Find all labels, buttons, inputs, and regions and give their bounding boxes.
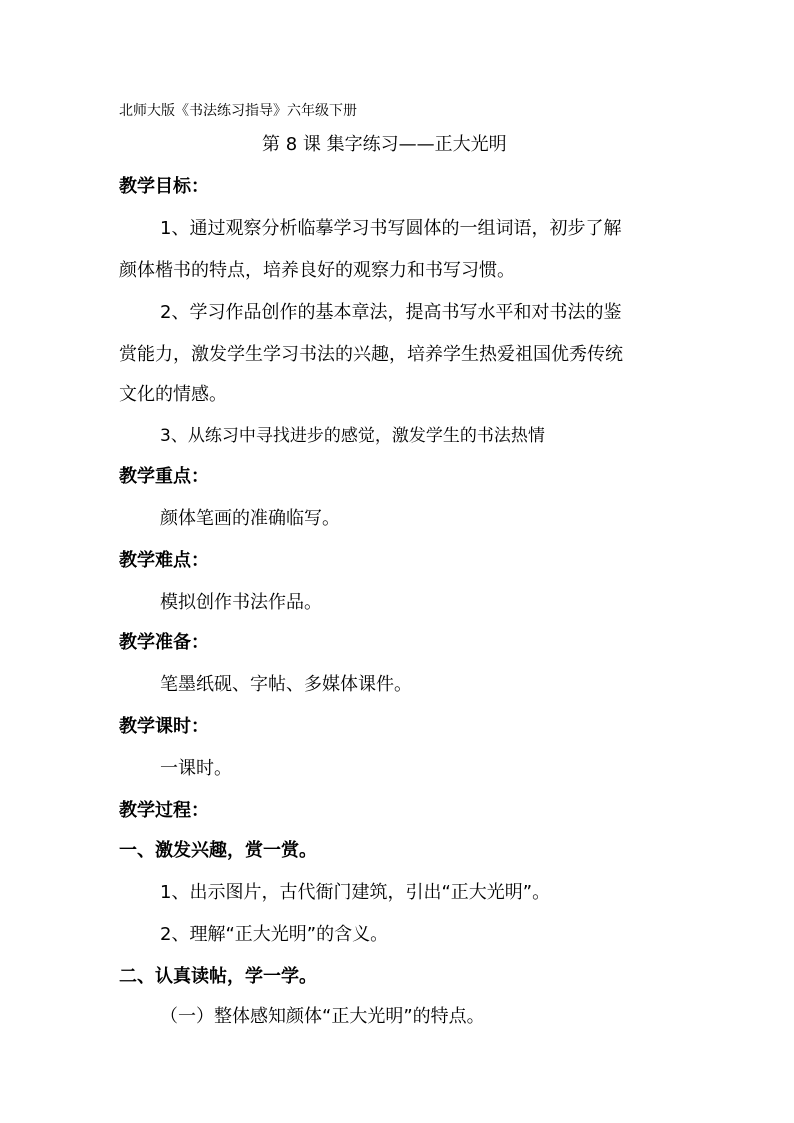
process-section-1-item-2: 2、理解“正大光明”的含义。: [160, 924, 389, 945]
class-hours-heading: 教学课时：: [119, 716, 209, 737]
lesson-title: 第 8 课 集字练习——正大光明: [262, 134, 507, 155]
process-section-1: 一、激发兴趣，赏一赏。: [119, 840, 317, 861]
difficulties-heading: 教学难点：: [119, 550, 209, 571]
objective-1-line-2: 颜体楷书的特点，培养良好的观察力和书写习惯。: [119, 260, 515, 281]
process-section-2-item-1: （一）整体感知颜体“正大光明”的特点。: [160, 1006, 485, 1027]
preparation-text: 笔墨纸砚、字帖、多媒体课件。: [160, 674, 412, 695]
objective-2-line-2: 赏能力，激发学生学习书法的兴趣，培养学生热爱祖国优秀传统: [119, 344, 623, 365]
process-section-1-item-1: 1、出示图片，古代衙门建筑，引出“正大光明”。: [160, 882, 551, 903]
objective-2-line-1: 2、学习作品创作的基本章法，提高书写水平和对书法的鉴: [160, 302, 622, 323]
objective-2-line-3: 文化的情感。: [119, 384, 227, 405]
process-section-2: 二、认真读帖，学一学。: [119, 966, 317, 987]
difficulties-text: 模拟创作书法作品。: [160, 592, 322, 613]
preparation-heading: 教学准备：: [119, 632, 209, 653]
key-points-text: 颜体笔画的准确临写。: [160, 508, 340, 529]
textbook-header: 北师大版《书法练习指导》六年级下册: [119, 103, 357, 119]
class-hours-text: 一课时。: [160, 758, 232, 779]
key-points-heading: 教学重点：: [119, 466, 209, 487]
process-heading: 教学过程：: [119, 800, 209, 821]
objective-1-line-1: 1、通过观察分析临摹学习书写圆体的一组词语，初步了解: [160, 218, 622, 239]
objective-3: 3、从练习中寻找进步的感觉，激发学生的书法热情: [160, 426, 545, 446]
objectives-heading: 教学目标：: [119, 176, 209, 197]
